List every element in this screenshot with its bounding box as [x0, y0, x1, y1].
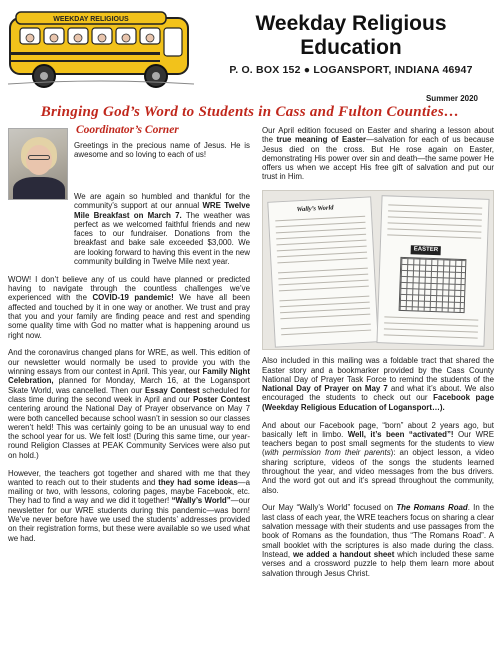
easter-label: EASTER	[411, 245, 442, 255]
facebook-paragraph: And about our Facebook page, “born” about 2 years ago, but basically left in limbo. Well, it’s been “activated”! Our WRE teachers began to post small segments for the students to view (with permission from their parents): an object lesson, a video sharing scripture, videos of the songs the students learned throughout the year, and video messages from the bus drivers. And the word got out and it’s spread throughout the community, also.	[262, 420, 494, 495]
cancellations-paragraph: And the coronavirus changed plans for WRE, as well. This edition of our newsletter would normally be used to provide you with the winning essays from our contest in April. This year, our Family Night Celebration, planned for Monday, March 16, at the Logansport Skate World, was cancelled. Then our Essay Contest scheduled for class time during the second week in April and our Poster Contest centering around the National Day of Prayer observance on May 7 were both cancelled because school wasn’t in session so our classes weren’t held! This was certainly going to be an unusual way to end the school year for us. We felt lost! (During this same time, our year-round Religion Classes at PEAK Community Services were also put on hold.)	[8, 348, 250, 460]
covid-paragraph: WOW! I don’t believe any of us could have planned or predicted having to navigate through the countless challenges we’ve experienced with the COVID-19 pandemic! We have all been affected and touched by it in one way or another. We trust and pray that you and your family are finding peace and rest and spending some quality time with God no matter what is happening around us right now.	[8, 274, 250, 340]
newsletter-photo	[262, 190, 494, 350]
easter-paragraph: Our April edition focused on Easter and sharing a lesson about the true meaning of Easter—salvation for each of us because Jesus died on the cross. But He rose again on Easter, demonstrating His power over sin and death—the same power He offers us when we accept His free gift of salvation and put our trust in Him.	[262, 126, 494, 182]
mailing-address: P. O. BOX 152 ● LOGANSPORT, INDIANA 46947	[229, 64, 473, 76]
title-line-1: Weekday Religious	[255, 12, 447, 35]
newsletter-title	[208, 12, 494, 60]
tagline: Bringing God’s Word to Students in Cass and Fulton Counties…	[40, 104, 460, 120]
word-search-grid	[399, 257, 467, 313]
breakfast-paragraph: We are again so humbled and thankful for the community’s support at our annual WRE Twelve Mile Breakfast on March 7. The weather was perfect as we welcomed faithful friends and new faces to our fundraiser. Donations from the breakfast and bake sale exceeded $3,000. We are looking forward to having this event in the new community building in Twelve Mile next year.	[74, 192, 251, 267]
right-column	[262, 126, 494, 586]
romans-road-paragraph: Our May “Wally’s World” focused on The Romans Road. In the last class of each year, the WRE teachers focus on sharing a clear salvation message with their students and use passages from the book of Romans as the foundation, thus “The Romans Road”. A small booklet with the scriptures is also made during the class. Instead, we added a handout sheet which included these same verses and a crossword puzzle to help them learn more about salvation through Jesus Christ.	[262, 503, 495, 578]
left-column	[8, 126, 250, 551]
issue-date: Summer 2020	[425, 94, 478, 103]
newsletter-sheet-2	[376, 195, 489, 347]
bus-sign-text: WEEKDAY RELIGIOUS	[53, 16, 129, 23]
tract-paragraph: Also included in this mailing was a foldable tract that shared the Easter story and a bookmarker provided by the Cass County National Day of Prayer Task Force to remind the students of the National Day of Prayer on May 7 and what it’s about. We also encouraged the students to check out our Facebook page (Weekday Religious Education of Logansport…).	[262, 356, 494, 412]
greeting-paragraph: Greetings in the precious name of Jesus. He is awesome and so loving to each of us!	[74, 141, 250, 160]
newsletter-sheet-1	[267, 197, 378, 348]
title-line-2: Education	[300, 36, 402, 59]
coordinator-heading: Coordinator’s Corner	[76, 124, 179, 136]
school-bus-logo	[6, 8, 196, 92]
wallys-world-paragraph: However, the teachers got together and shared with me that they wanted to reach out to their students and they had some ideas—a mailing or two, with lessons, coloring pages, maybe Facebook, etc. They had to find a way and we did it together! “Wally’s World”—our newsletter for our WRE students during this pandemic—was born! We’ve never before have we used the students’ addresses provided on their registration forms, but these were available so we used what we had.	[8, 468, 250, 543]
wallys-world-title: Wally’s World	[296, 204, 334, 214]
coordinator-header-block	[8, 126, 250, 190]
coordinator-photo	[8, 128, 68, 200]
